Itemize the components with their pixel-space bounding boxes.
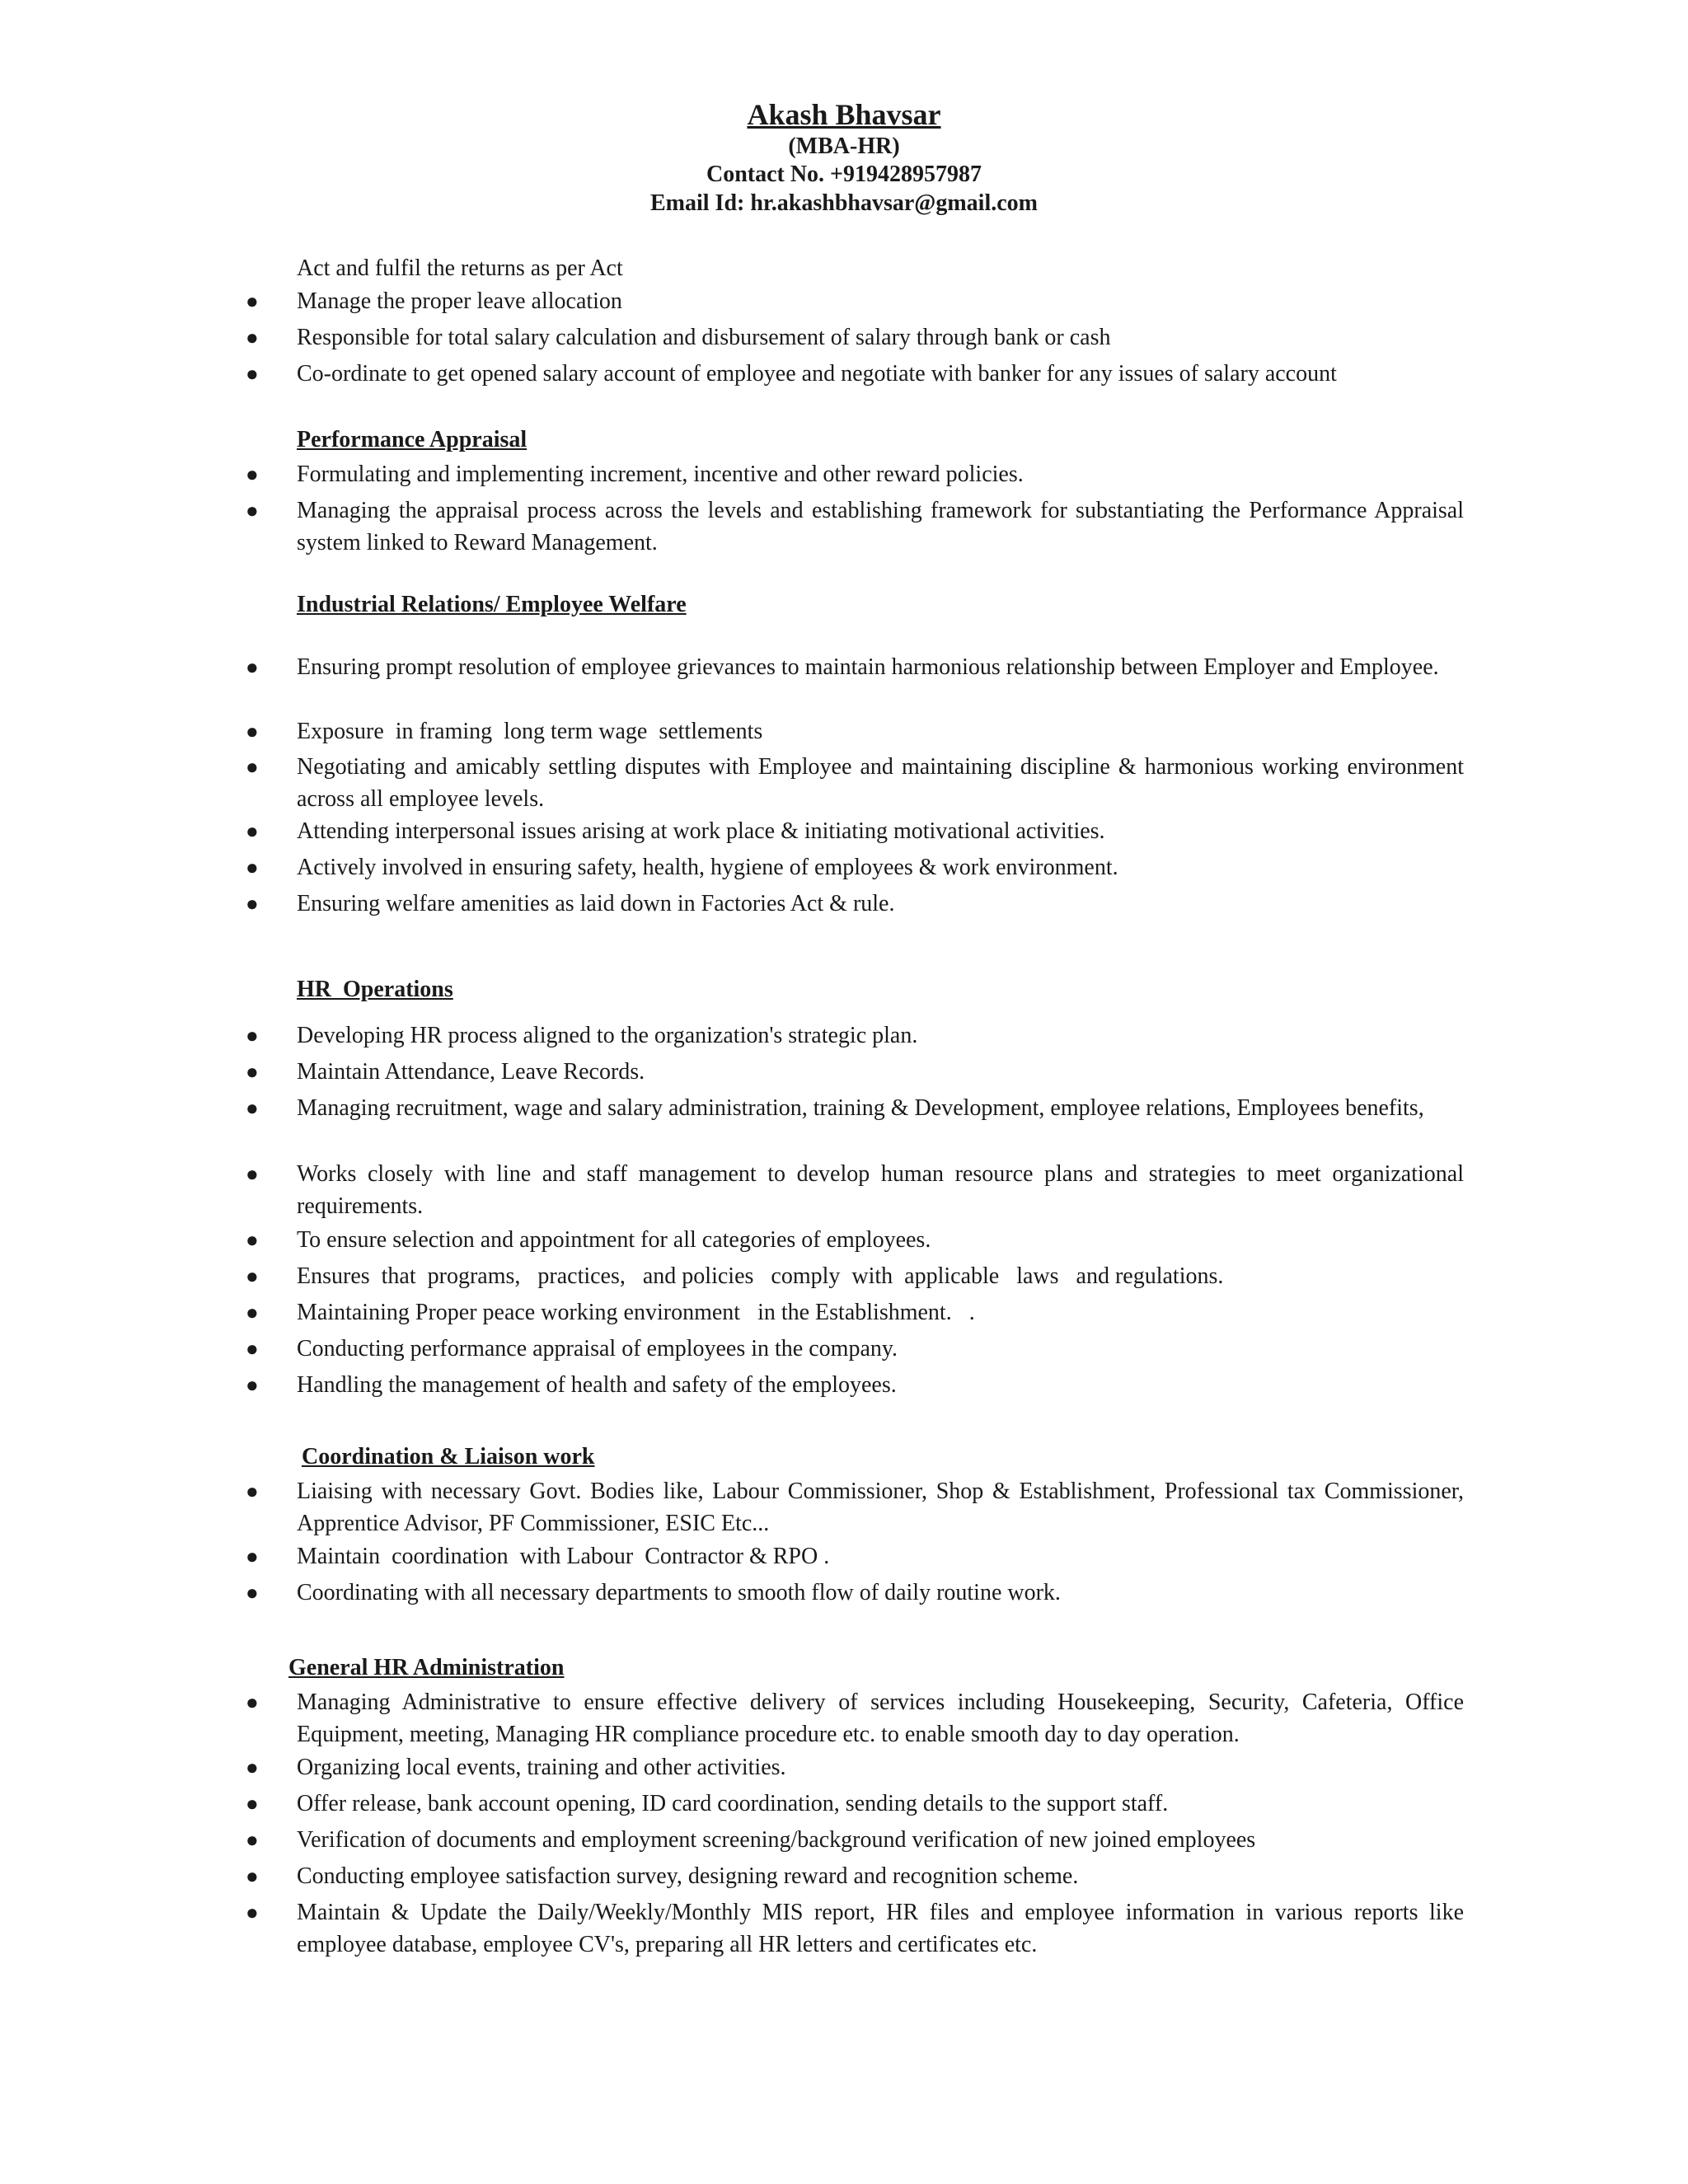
bullet-icon: ● [246,1755,259,1779]
bullet-icon: ● [246,1900,259,1924]
bullet-icon: ● [246,892,259,916]
bullet-icon: ● [246,326,259,349]
list-item-text: Manage the proper leave allocation [297,288,622,314]
list-item-text: Responsible for total salary calculation and disbursement of salary through bank or cash [297,325,1111,350]
list-item-text: Conducting employee satisfaction survey, designing reward and recognition scheme. [297,1863,1079,1889]
list-item [246,1824,1464,1856]
list-item [246,1686,1464,1750]
list-item-text: Managing Administrative to ensure effective delivery of services including Housekeeping, Security, Cafeteria, Office Equipment, meeting, Managing HR compliance procedure etc. to enable smooth day to day operation. [297,1690,1464,1747]
list-item-text: Maintaining Proper peace working environment in the Establishment. . [297,1300,975,1325]
list-item [246,751,1464,815]
bullet-icon: ● [246,1828,259,1852]
list-item [246,458,1464,490]
list-item-text: Maintain & Update the Daily/Weekly/Monthly MIS report, HR files and employee information in various reports like employee database, employee CV's, preparing all HR letters and certificates etc. [297,1900,1464,1957]
list-item-text: Liaising with necessary Govt. Bodies like, Labour Commissioner, Shop & Establishment, Professional tax Commissioner, Apprentice Advisor, PF Commissioner, ESIC Etc... [297,1479,1464,1536]
list-item-text: Ensuring prompt resolution of employee grievances to maintain harmonious relationship between Employer and Employee. [297,654,1439,680]
list-item-text: Works closely with line and staff management to develop human resource plans and strategies to meet organizational requirements. [297,1161,1464,1219]
list-item [246,1475,1464,1540]
list-item [246,321,1464,354]
list-item [246,1788,1464,1820]
bullet-icon: ● [246,1024,259,1047]
bullet-icon: ● [246,755,259,779]
bullet-icon: ● [246,1060,259,1084]
bullet-icon: ● [246,655,259,679]
section-heading-performance-appraisal: Performance Appraisal [297,427,528,452]
bullet-icon: ● [246,1690,259,1714]
list-item [246,815,1464,847]
list-item-text: Managing recruitment, wage and salary administration, training & Development, employee relations, Employees benefits, [297,1095,1424,1121]
bullet-icon: ● [246,1162,259,1186]
bullet-icon: ● [246,1581,259,1605]
list-item [246,1260,1464,1292]
bullet-icon: ● [246,499,259,523]
list-item [246,285,1464,317]
list-item [246,1296,1464,1329]
bullet-icon: ● [246,289,259,313]
list-item [246,1540,1464,1572]
list-item-text: Managing the appraisal process across the levels and establishing framework for substantiating the Performance Appraisal system linked to Reward Management. [297,498,1464,555]
list-item-text: Verification of documents and employment screening/background verification of new joined employees [297,1827,1256,1853]
list-item [246,651,1464,683]
continuation-text: Act and fulfil the returns as per Act [297,255,623,281]
list-item-text: To ensure selection and appointment for all categories of employees. [297,1227,931,1253]
list-item [246,851,1464,883]
list-item-text: Maintain Attendance, Leave Records. [297,1059,645,1085]
bullet-icon: ● [246,1096,259,1120]
section-heading-coordination-liaison: Coordination & Liaison work [302,1444,595,1469]
list-item [246,1333,1464,1365]
candidate-name: Akash Bhavsar [747,98,941,131]
bullet-icon: ● [246,1864,259,1888]
list-item-text: Exposure in framing long term wage settlements [297,719,763,744]
list-item [246,1092,1464,1124]
list-item-text: Co-ordinate to get opened salary account of employee and negotiate with banker for any issues of salary account [297,361,1337,387]
bullet-icon: ● [246,719,259,743]
bullet-icon: ● [246,1337,259,1361]
bullet-icon: ● [246,819,259,843]
list-item-text: Coordinating with all necessary departments to smooth flow of daily routine work. [297,1580,1061,1605]
list-item-text: Attending interpersonal issues arising at work place & initiating motivational activities. [297,818,1105,844]
list-item [246,1577,1464,1609]
list-item-text: Conducting performance appraisal of employees in the company. [297,1336,898,1361]
bullet-icon: ● [246,362,259,386]
list-item [246,494,1464,559]
bullet-icon: ● [246,1228,259,1252]
list-item [246,1896,1464,1961]
section-heading-hr-operations: HR Operations [297,977,453,1002]
candidate-degree: (MBA-HR) [788,134,900,159]
bullet-icon: ● [246,1544,259,1568]
list-item-text: Organizing local events, training and other activities. [297,1755,786,1780]
list-item [246,1019,1464,1052]
section-heading-general-hr-administration: General HR Administration [288,1655,565,1680]
bullet-icon: ● [246,1301,259,1324]
list-item [246,715,1464,748]
list-item [246,1158,1464,1222]
list-item [246,1860,1464,1892]
email-address: Email Id: hr.akashbhavsar@gmail.com [650,190,1038,216]
bullet-icon: ● [246,1479,259,1503]
list-item [246,1369,1464,1401]
list-item-text: Ensuring welfare amenities as laid down in Factories Act & rule. [297,891,895,916]
list-item [246,358,1464,390]
list-item-text: Offer release, bank account opening, ID card coordination, sending details to the support staff. [297,1791,1169,1816]
list-item-text: Developing HR process aligned to the organization's strategic plan. [297,1023,918,1048]
bullet-icon: ● [246,1792,259,1816]
bullet-icon: ● [246,1373,259,1397]
list-item-text: Handling the management of health and safety of the employees. [297,1372,897,1398]
list-item [246,888,1464,920]
bullet-icon: ● [246,855,259,879]
list-item-text: Formulating and implementing increment, incentive and other reward policies. [297,462,1024,487]
contact-number: Contact No. +919428957987 [706,162,982,187]
list-item-text: Ensures that programs, practices, and policies comply with applicable laws and regulations. [297,1263,1224,1289]
list-item [246,1224,1464,1256]
list-item-text: Maintain coordination with Labour Contractor & RPO . [297,1544,830,1569]
section-heading-industrial-relations: Industrial Relations/ Employee Welfare [297,592,687,617]
bullet-icon: ● [246,1264,259,1288]
list-item-text: Actively involved in ensuring safety, health, hygiene of employees & work environment. [297,855,1118,880]
bullet-icon: ● [246,462,259,486]
list-item [246,1056,1464,1088]
list-item-text: Negotiating and amicably settling disputes with Employee and maintaining discipline & harmonious working environment across all employee levels. [297,754,1464,812]
list-item [246,1751,1464,1783]
